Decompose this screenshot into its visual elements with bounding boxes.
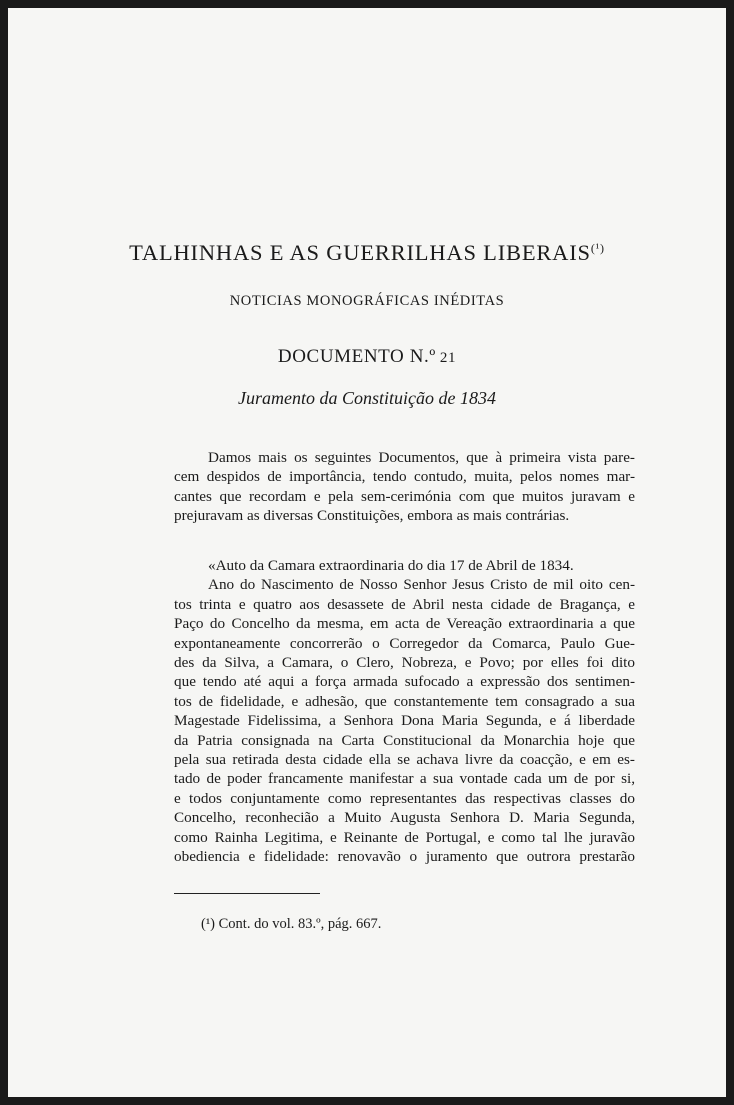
- text-line: cantes que recordam e pela sem-cerimónia com que muitos juravam e: [174, 487, 635, 505]
- footnote: (¹) Cont. do vol. 83.º, pág. 667.: [201, 916, 382, 932]
- text-line: tos trinta e quatro aos desassete de Abril nesta cidade de Bragança, e: [174, 595, 635, 613]
- text-line: da Patria consignada na Carta Constitucional da Monarchia hoje que: [174, 731, 635, 749]
- text-line: Magestade Fidelissima, a Senhora Dona Maria Segunda, e á liberdade: [174, 712, 635, 730]
- text-line: que tendo até aqui a força armada sufocado a expressão dos sentimen-: [174, 673, 635, 691]
- article-subtitle: NOTICIAS MONOGRÁFICAS INÉDITAS: [229, 293, 505, 309]
- text-line: Paço do Concelho da mesma, em acta de Vereação extraordinaria a que: [174, 615, 635, 633]
- footnote-divider: [174, 893, 320, 894]
- text-line: tado de poder francamente manifestar a sua vontade cada um de por si,: [174, 770, 635, 788]
- text-line: «Auto da Camara extraordinaria do dia 17 de Abril de 1834.: [208, 557, 574, 574]
- article-title-text: TALHINHAS E AS GUERRILHAS LIBERAIS: [129, 240, 591, 265]
- document-label: DOCUMENTO N.º: [277, 346, 436, 367]
- text-line: obediencia e fidelidade: renovavão o juramento que outrora prestarão: [174, 848, 635, 866]
- text-line: Concelho, reconhecião a Muito Augusta Senhora D. Maria Segunda,: [174, 809, 635, 827]
- text-line: Damos mais os seguintes Documentos, que à primeira vista pare-: [208, 449, 635, 466]
- document-page: [8, 8, 726, 1097]
- title-footnote-marker: (¹): [590, 241, 605, 255]
- text-line: e todos conjuntamente como representantes das respectivas classes do: [174, 789, 635, 807]
- text-line: cem despidos de importância, tendo contudo, muita, pelos nomes mar-: [174, 468, 635, 486]
- article-title: [8, 240, 726, 266]
- text-line: pela sua retirada desta cidade ella se achava livre da coacção, e em es-: [174, 751, 635, 769]
- document-subheading: Juramento da Constituição de 1834: [238, 388, 496, 408]
- document-number: 21: [439, 350, 457, 366]
- record-paragraph: [174, 556, 635, 867]
- text-line: expontaneamente concorrerão o Corregedor da Comarca, Paulo Gue-: [174, 634, 635, 652]
- text-line: prejuravam as diversas Constituições, embora as mais contrárias.: [174, 507, 570, 525]
- intro-paragraph: [174, 448, 635, 526]
- text-line: como Rainha Legitima, e Reinante de Portugal, e como tal lhe juravão: [174, 828, 635, 846]
- text-line: des da Silva, a Camara, o Clero, Nobreza, e Povo; por elles foi dito: [174, 654, 635, 672]
- document-heading: [8, 346, 726, 368]
- text-line: tos de fidelidade, e adhesão, que constantemente tem consagrado a sua: [174, 692, 635, 710]
- text-line: Ano do Nascimento de Nosso Senhor Jesus Cristo de mil oito cen-: [208, 576, 635, 594]
